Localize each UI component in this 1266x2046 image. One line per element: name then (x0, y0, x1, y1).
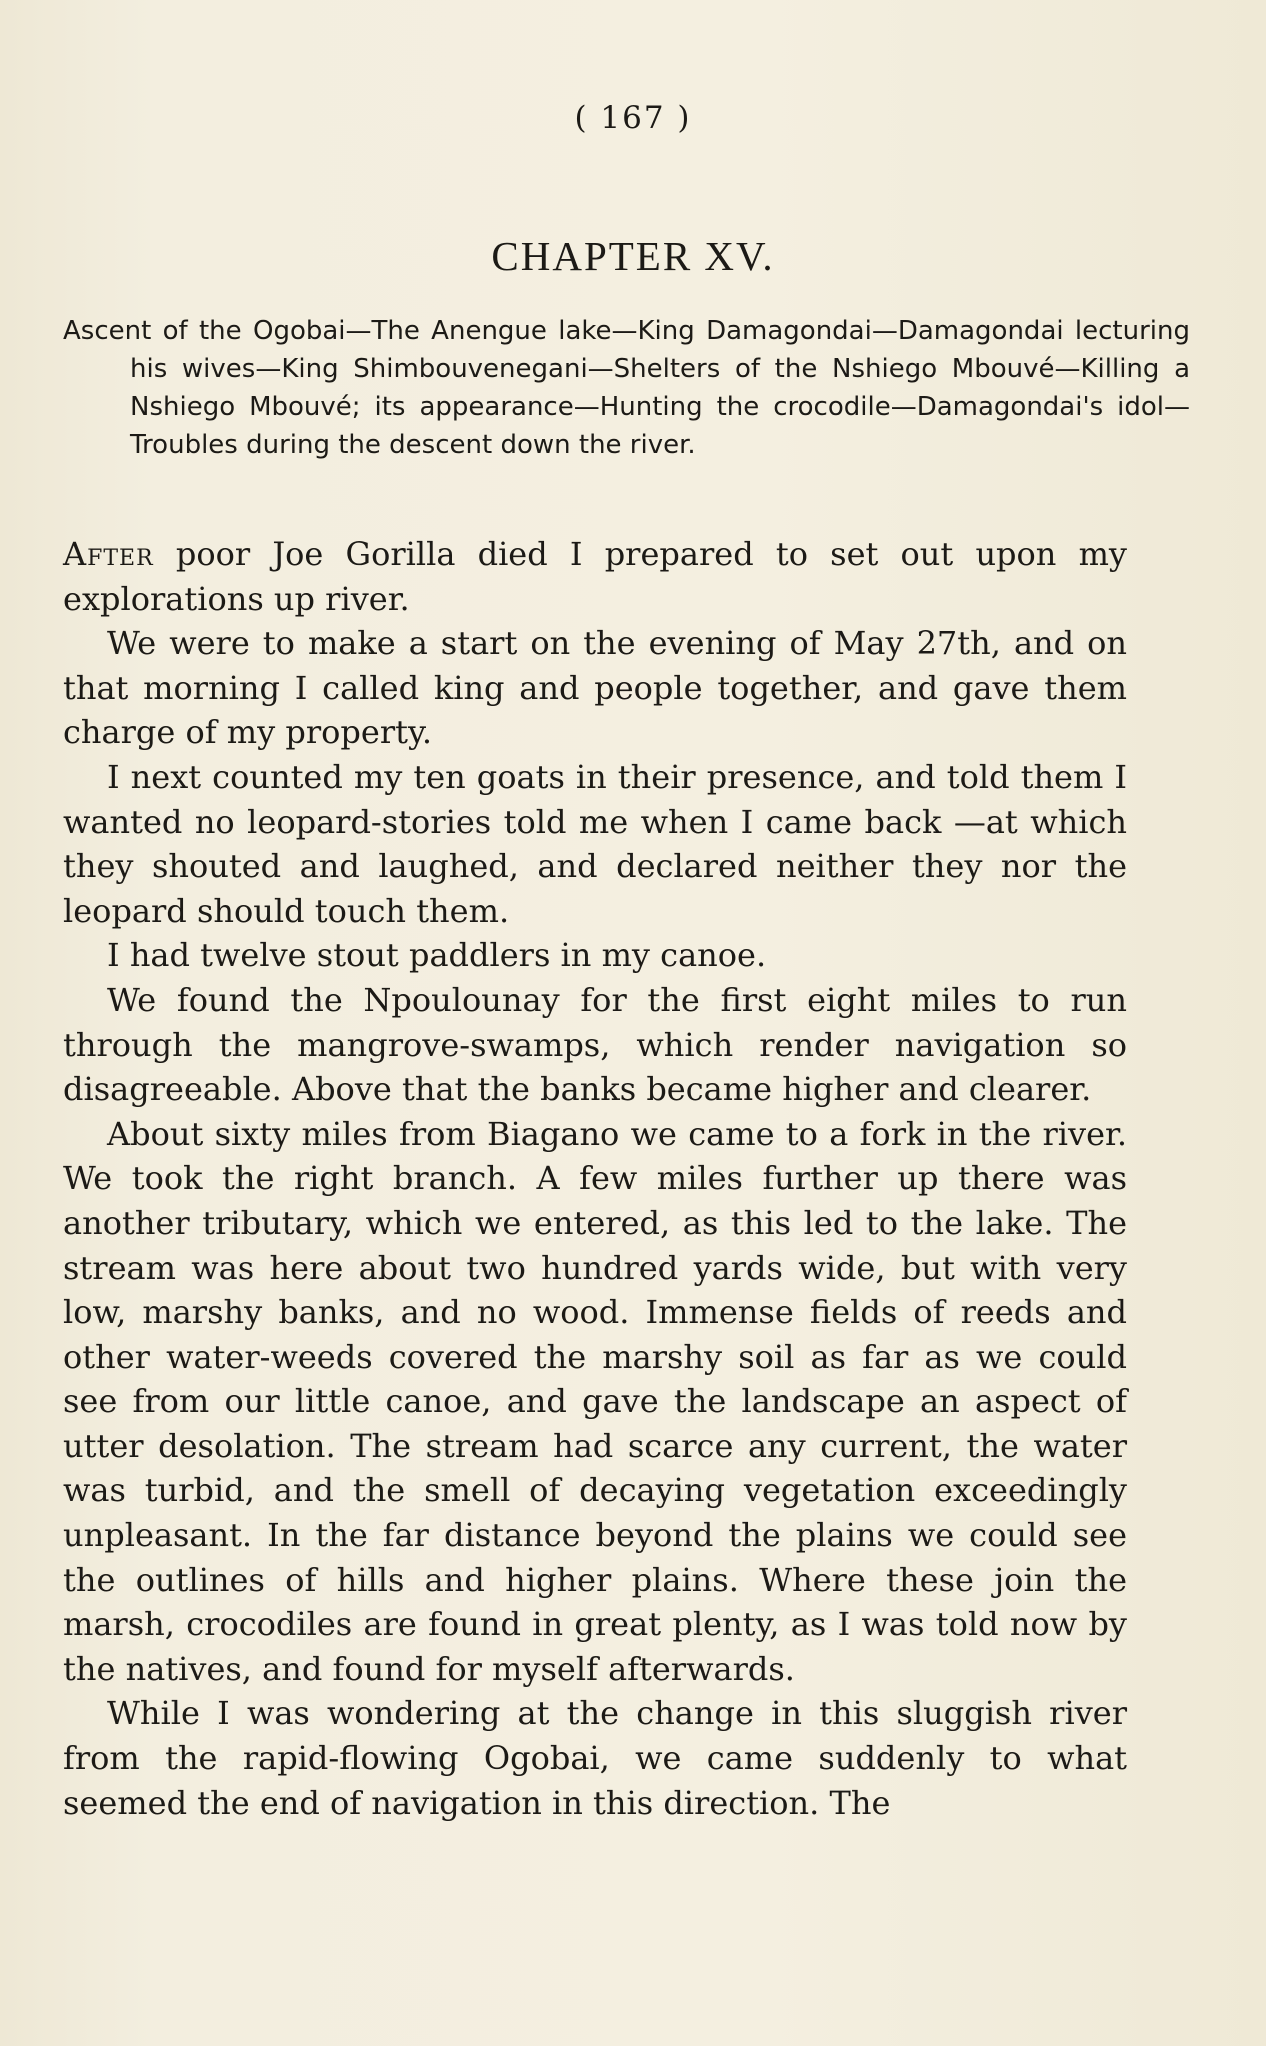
paragraph: I had twelve stout paddlers in my canoe. (107, 936, 767, 975)
paragraph: We found the Npoulounay for the first eight miles to run through the mangrove-swamps, which render navigation so disagreeable. Above that the banks became higher and clearer. (63, 980, 1127, 1109)
paragraph: I next counted my ten goats in their presence, and told them I wanted no leopard-stories told me when I came back —at which they shouted and laughed, and declared neither they nor the leopard should touch them. (63, 757, 1127, 930)
paragraph (63, 532, 1127, 621)
chapter-title: CHAPTER XV. (491, 233, 775, 279)
paragraph-text: poor Joe Gorilla died I prepared to set out upon my explorations up river. (63, 535, 1127, 618)
paragraph: We were to make a start on the evening of May 27th, and on that morning I called king and people together, and gave them charge of my property. (63, 624, 1127, 752)
body-text (63, 532, 1127, 1825)
paragraph: While I was wondering at the change in this sluggish river from the rapid-flowing Ogobai, we came suddenly to what seemed the end of navigation in this direction. The (63, 1694, 1127, 1822)
page-number: ( 167 ) (574, 100, 692, 136)
chapter-synopsis: Ascent of the Ogobai—The Anengue lake—King Damagondai—Damagondai lecturing his wives—King Shimbouvenegani—Shelters of the Nshiego Mbouvé—Killing a Nshiego Mbouvé; its appearance—Hunting the crocodile—Damagondai's idol—Troubles during the descent down the river. (63, 316, 1190, 460)
opening-word: After (63, 535, 154, 573)
paragraph: About sixty miles from Biagano we came to a fork in the river. We took the right branch. A few miles further up there was another tributary, which we entered, as this led to the lake. The stream was here about two hundred yards wide, but with very low, marshy banks, and no wood. Immense fields of reeds and other water-weeds covered the marshy soil as far as we could see from our little canoe, and gave the landscape an aspect of utter desolation. The stream had scarce any current, the water was turbid, and the smell of decaying vegetation exceedingly unpleasant. In the far distance beyond the plains we could see the outlines of hills and higher plains. Where these join the marsh, crocodiles are found in great plenty, as I was told now by the natives, and found for myself afterwards. (63, 1114, 1127, 1688)
